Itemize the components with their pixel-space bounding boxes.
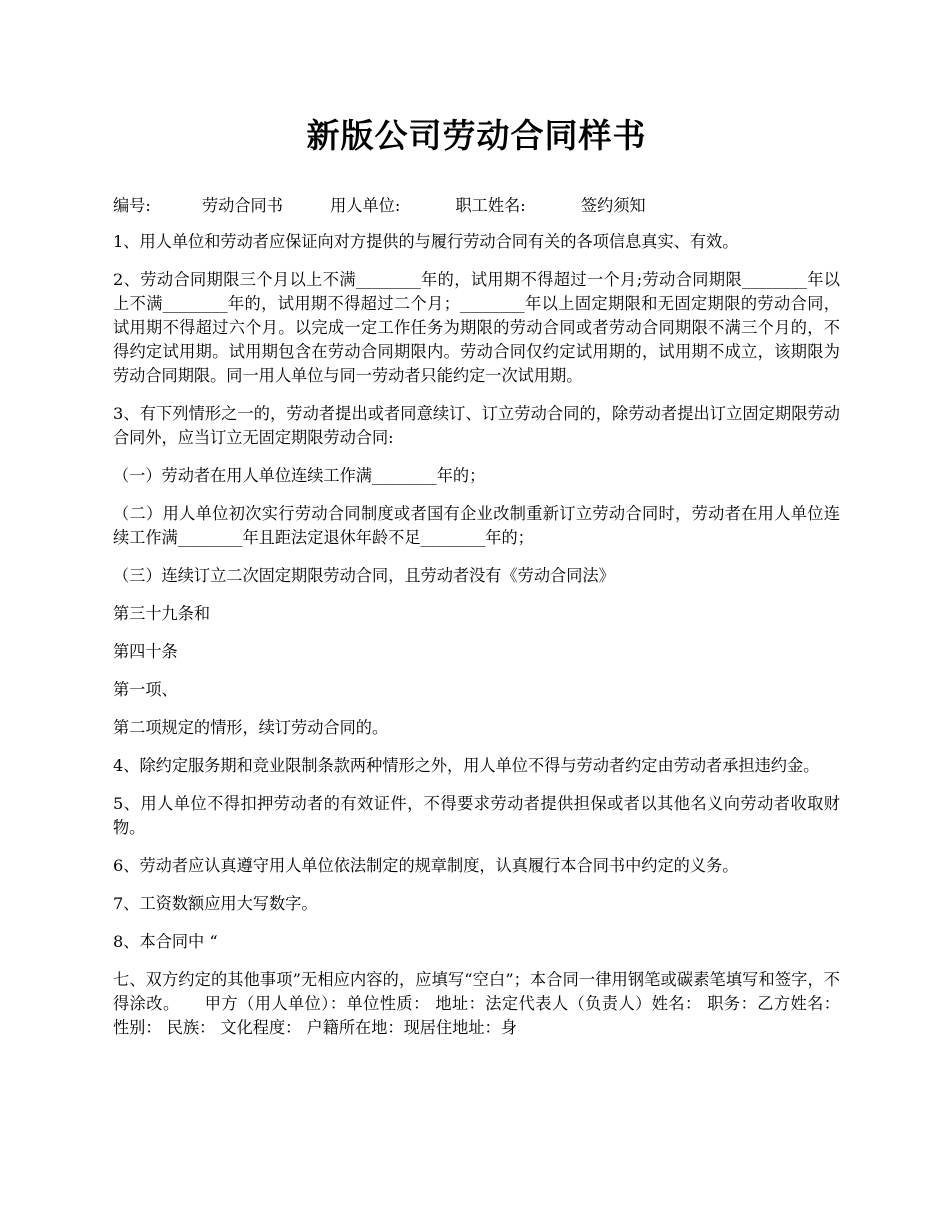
paragraph-3-item-2: （二）用人单位初次实行劳动合同制度或者国有企业改制重新订立劳动合同时，劳动者在用人单位连续工作满________年且距法定退休年龄不足________年的； <box>113 504 840 547</box>
paragraph-2: 2、劳动合同期限三个月以上不满________年的，试用期不得超过一个月;劳动合同期限________年以上不满________年的，试用期不得超过二个月；________年以上固定期限和无固定期限的劳动合同，试用期不得超过六个月。以完成一定工作任务为期限的劳动合同或者劳动合同期限不满三个月的，不得约定试用期。试用期包含在劳动合同期限内。劳动合同仅约定试用期的，试用期不成立，该期限为劳动合同期限。同一用人单位与同一劳动者只能约定一次试用期。 <box>113 270 840 385</box>
doc-type: 劳动合同书 <box>202 196 283 215</box>
document-title: 新版公司劳动合同样书 <box>306 116 647 155</box>
paragraph-6: 6、劳动者应认真遵守用人单位依法制定的规章制度，认真履行本合同书中约定的义务。 <box>113 856 739 875</box>
article-39-line: 第三十九条和 <box>113 604 211 623</box>
item-2-line: 第二项规定的情形，续订劳动合同的。 <box>113 718 389 737</box>
paragraph-7: 7、工资数额应用大写数字。 <box>113 894 318 913</box>
employer-label: 用人单位: <box>330 196 401 215</box>
paragraph-1: 1、用人单位和劳动者应保证向对方提供的与履行劳动合同有关的各项信息真实、有效。 <box>113 232 739 251</box>
paragraph-8: 8、本合同中 “ <box>113 932 218 951</box>
paragraph-3-item-1: （一）劳动者在用人单位连续工作满________年的； <box>113 466 486 485</box>
employee-label: 职工姓名: <box>455 196 526 215</box>
number-label: 编号: <box>113 196 151 215</box>
paragraph-3-item-3: （三）连续订立二次固定期限劳动合同，且劳动者没有《劳动合同法》 <box>113 566 615 585</box>
article-40-line: 第四十条 <box>113 642 178 661</box>
paragraph-4: 4、除约定服务期和竞业限制条款两种情形之外，用人单位不得与劳动者约定由劳动者承担违约金。 <box>113 756 820 775</box>
paragraph-3: 3、有下列情形之一的，劳动者提出或者同意续订、订立劳动合同的，除劳动者提出订立固定期限劳动合同外，应当订立无固定期限劳动合同: <box>113 404 840 447</box>
paragraph-other-matters: 七、双方约定的其他事项”无相应内容的，应填写“空白”；本合同一律用钢笔或碳素笔填写和签字，不得涂改。 甲方（用人单位）：单位性质： 地址：法定代表人（负责人）姓名： 职务：乙方姓名： 性别： 民族： 文化程度： 户籍所在地：现居住地址：身 <box>113 970 840 1037</box>
notice-label: 签约须知 <box>580 196 646 215</box>
paragraph-5: 5、用人单位不得扣押劳动者的有效证件，不得要求劳动者提供担保或者以其他名义向劳动者收取财物。 <box>113 794 840 837</box>
item-1-line: 第一项、 <box>113 680 178 699</box>
document-meta-line <box>113 194 840 218</box>
